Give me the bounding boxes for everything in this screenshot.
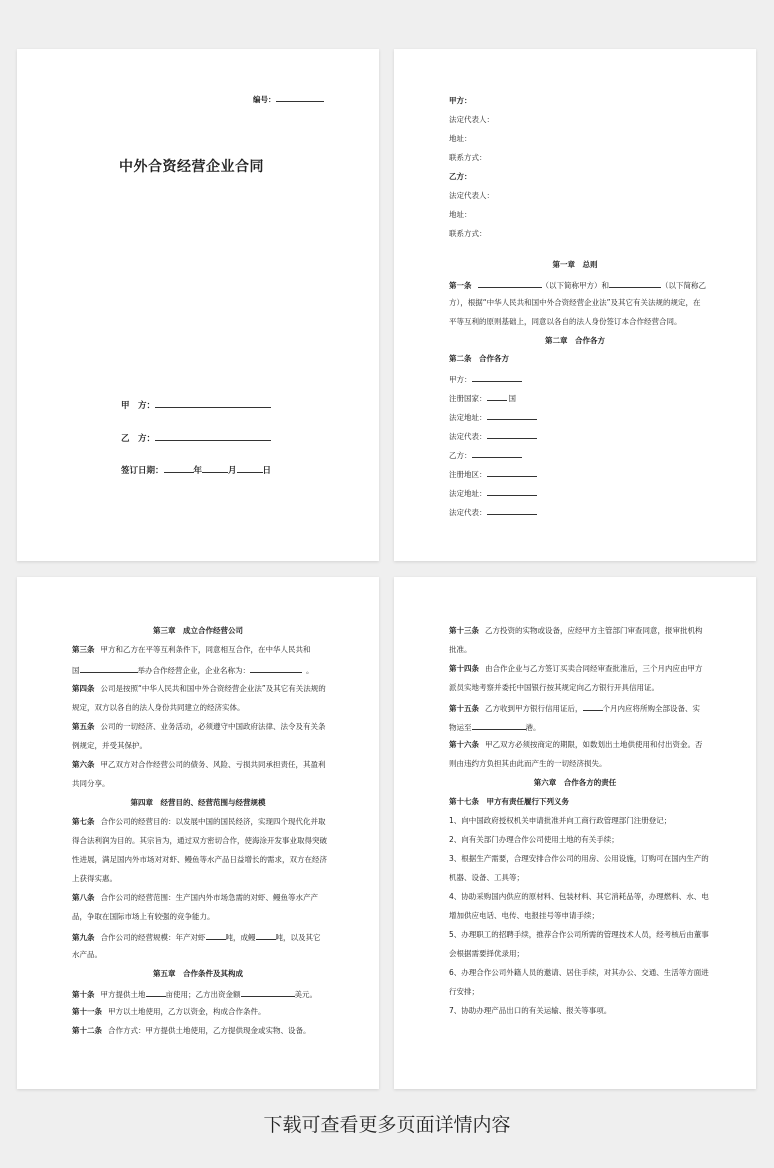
article-15-pre: 乙方收到甲方银行信用证后， (485, 704, 583, 713)
chapter-1-heading: 第一章 总则 (552, 260, 598, 269)
party-field-blank (487, 506, 537, 515)
party-info-line: 法定代表人： (449, 191, 494, 200)
article-5-label: 第五条 (72, 722, 95, 731)
party-info-line: 地址： (449, 210, 472, 219)
article-3-line2 (72, 664, 314, 676)
article-14-line2: 派员实地考察并委托中国银行按其规定向乙方银行开具信用证。 (449, 683, 659, 692)
article-4-line1 (72, 684, 326, 694)
article-9-label: 第九条 (72, 933, 95, 942)
article-7-label: 第七条 (72, 817, 95, 826)
page-chapters-3-5 (17, 577, 379, 1089)
party-field-label: 法定地址： (449, 489, 487, 498)
page-parties (394, 49, 756, 561)
party-b-line (121, 432, 271, 444)
article-5-line2: 例规定，并受其保护。 (72, 741, 147, 750)
party-field-label: 法定代表： (449, 508, 487, 517)
article-7-text1: 合作公司的经营目的：以发展中国的国民经济，实现四个现代化并取 (100, 817, 326, 826)
article-3-end: 。 (306, 666, 314, 675)
article-8-text1: 合作公司的经营范围：生产国内外市场急需的对虾、鳗鱼等水产产 (100, 893, 318, 902)
party-field-blank (472, 373, 522, 382)
article-4-text1: 公司是按照“中华人民共和国中外合资经营企业法”及其它有关法规的 (100, 684, 326, 693)
party-info-line: 地址： (449, 134, 472, 143)
chapter-5-heading: 第五章 合作条件及其构成 (153, 969, 243, 978)
article-9-line1 (72, 931, 321, 943)
article-13-line2: 批准。 (449, 645, 472, 654)
article-1-end: （以下简称乙 (661, 281, 706, 290)
party-info-line: 法定代表人： (449, 115, 494, 124)
article-2-heading: 第二条 合作各方 (449, 354, 509, 363)
article-6-text1: 甲乙双方对合作经营公司的债务、风险、亏损共同承担责任，其盈利 (100, 760, 326, 769)
article-3-text1: 甲方和乙方在平等互利条件下，同意相互合作，在中华人民共和 (100, 645, 311, 654)
article-6-line2: 共同分享。 (72, 779, 110, 788)
article-3-mid: 举办合作经营企业，企业名称为： (137, 666, 250, 675)
party-field-blank (487, 411, 537, 420)
chapter-3-heading: 第三章 成立合作经营公司 (153, 626, 243, 635)
article-12-text: 合作方式：甲方提供土地使用，乙方提供现金或实物、设备。 (108, 1026, 311, 1035)
article-1-line3: 平等互利的原则基础上，同意以各自的法人身份签订本合作经营合同。 (449, 317, 682, 326)
obligation-item-line: 行安排； (449, 987, 479, 996)
obligation-item-line: 1、向中国政府授权机关申请批准并向工商行政管理部门注册登记； (449, 816, 672, 825)
article-10-label: 第十条 (72, 990, 95, 999)
article-16-text1: 甲乙双方必须按商定的期限，如数划出土地供使用和付出资金。否 (485, 740, 703, 749)
download-more-caption: 下载可查看更多页面详情内容 (263, 1114, 511, 1136)
page-cover (17, 49, 379, 561)
obligation-item-line: 增加供应电话、电传、电报挂号等申请手续； (449, 911, 599, 920)
article-12-label: 第十二条 (72, 1026, 102, 1035)
article-1-label: 第一条 (449, 281, 472, 290)
party-field-label: 乙方： (449, 451, 472, 460)
article-8-line2: 品，争取在国际市场上有较强的竞争能力。 (72, 912, 215, 921)
chapter-6-heading: 第六章 合作各方的责任 (533, 778, 617, 787)
sign-date-line (121, 464, 271, 476)
chapter-2-heading: 第二章 合作各方 (545, 336, 605, 345)
article-17-heading: 第十七条 甲方有责任履行下列义务 (449, 797, 569, 806)
article-9-end: 吨，以及其它 (275, 933, 321, 942)
article-3-line1 (72, 645, 311, 655)
article-14-text1: 由合作企业与乙方签订买卖合同经审查批准后，三个月内应由甲方 (485, 664, 703, 673)
article-9-mid: 吨，成鳗 (225, 933, 256, 942)
article-11 (72, 1007, 266, 1017)
article-1-mid: （以下简称甲方）和 (541, 281, 609, 290)
article-14-line1 (449, 664, 703, 674)
article-15-line1 (449, 702, 700, 714)
chapter-4-heading: 第四章 经营目的、经营范围与经营规模 (130, 798, 266, 807)
article-15-l2-end: 港。 (525, 723, 541, 732)
article-5-line1 (72, 722, 326, 732)
obligation-item-line: 2、向有关部门办理合作公司使用土地的有关手续； (449, 835, 619, 844)
article-7-line2: 得合法利润为目的。其宗旨为，通过双方密切合作，使海涂开发事业取得突破 (72, 836, 327, 845)
party-field-blank (487, 430, 537, 439)
article-1-line1 (449, 279, 706, 291)
article-1-line2: 方），根据“中华人民共和国中外合资经营企业法”及其它有关法规的规定，在 (449, 298, 701, 307)
obligation-item-line: 会根据需要择优录用； (449, 949, 524, 958)
obligation-item-line: 机器、设备、工具等； (449, 873, 524, 882)
article-9-line2: 水产品。 (72, 950, 102, 959)
party-field (449, 487, 537, 499)
article-16-line1 (449, 740, 703, 750)
party-field (449, 506, 537, 518)
party-info-line: 甲方： (449, 96, 472, 105)
contract-title: 中外合资经营企业合同 (119, 159, 264, 175)
date-year: 年 (193, 466, 203, 476)
article-5-text1: 公司的一切经济、业务活动，必须遵守中国政府法律、法令及有关条 (100, 722, 326, 731)
party-b-label: 乙 方： (121, 434, 156, 444)
article-10 (72, 988, 317, 1000)
sign-date-label: 签订日期： (121, 466, 164, 476)
party-info-line: 联系方式： (449, 229, 487, 238)
party-field-label: 注册地区： (449, 470, 487, 479)
article-9-pre: 合作公司的经营规模：年产对虾 (100, 933, 206, 942)
party-field (449, 430, 537, 442)
party-field (449, 373, 522, 385)
article-10-mid: 亩使用；乙方出资金额 (165, 990, 241, 999)
article-10-pre: 甲方提供土地 (100, 990, 146, 999)
article-4-label: 第四条 (72, 684, 95, 693)
party-a-line (121, 399, 271, 411)
party-field (449, 449, 522, 461)
party-field (449, 468, 537, 480)
obligation-item-line: 5、办理职工的招聘手续，推荐合作公司所需的管理技术人员，经考核后由董事 (449, 930, 709, 939)
party-info-line: 乙方： (449, 172, 472, 181)
article-7-line1 (72, 817, 326, 827)
party-field-label: 注册国家： (449, 394, 487, 403)
article-16-label: 第十六条 (449, 740, 479, 749)
party-field-label: 法定代表： (449, 432, 487, 441)
page-chapters-5-6 (394, 577, 756, 1089)
contract-number-label: 编号： (253, 95, 276, 104)
party-field (449, 411, 537, 423)
party-field-label: 法定地址： (449, 413, 487, 422)
date-day: 日 (262, 466, 272, 476)
article-11-label: 第十一条 (72, 1007, 102, 1016)
article-10-end: 美元。 (294, 990, 317, 999)
article-13-line1 (449, 626, 703, 636)
article-3-pre: 国 (72, 666, 80, 675)
party-field-blank (487, 392, 507, 401)
party-field-label: 甲方： (449, 375, 472, 384)
party-field-blank (472, 449, 522, 458)
contract-number (253, 93, 324, 105)
article-16-line2: 则由违约方负担其由此而产生的一切经济损失。 (449, 759, 607, 768)
article-11-text: 甲方以土地使用，乙方以资金，构成合作条件。 (108, 1007, 266, 1016)
article-7-line3: 性进展，满足国内外市场对对虾、鳗鱼等水产品日益增长的需求，双方在经济 (72, 855, 327, 864)
article-15-l2-pre: 物运至 (449, 723, 472, 732)
article-15-end: 个月内应将所购全部设备、实 (602, 704, 700, 713)
article-12 (72, 1026, 311, 1036)
obligation-item-line: 3、根据生产需要，合理安排合作公司的用房、公用设施，订购可在国内生产的 (449, 854, 709, 863)
party-field (449, 392, 516, 404)
article-4-line2: 规定，双方以各自的法人身份共同建立的经济实体。 (72, 703, 245, 712)
obligation-item-line: 7、协助办理产品出口的有关运输、报关等事项。 (449, 1006, 612, 1015)
party-a-label: 甲 方： (121, 401, 156, 411)
article-3-label: 第三条 (72, 645, 95, 654)
article-8-label: 第八条 (72, 893, 95, 902)
party-info-line: 联系方式： (449, 153, 487, 162)
obligation-item-line: 6、办理合作公司外籍人员的邀请、居住手续，对其办公、交通、生活等方面进 (449, 968, 709, 977)
article-7-line4: 上获得实惠。 (72, 874, 117, 883)
date-month: 月 (228, 466, 237, 476)
article-8-line1 (72, 893, 318, 903)
party-field-suffix: 国 (508, 394, 516, 403)
obligation-item-line: 4、协助采购国内供应的原材料、包装材料、其它消耗品等，办理燃料、水、电 (449, 892, 709, 901)
party-field-blank (487, 468, 537, 477)
party-field-blank (487, 487, 537, 496)
article-13-label: 第十三条 (449, 626, 479, 635)
article-14-label: 第十四条 (449, 664, 479, 673)
article-15-label: 第十五条 (449, 704, 479, 713)
article-6-line1 (72, 760, 326, 770)
article-13-text1: 乙方投资的实物或设备，应经甲方主管部门审查同意，报审批机构 (485, 626, 703, 635)
article-15-line2 (449, 721, 541, 733)
article-6-label: 第六条 (72, 760, 95, 769)
